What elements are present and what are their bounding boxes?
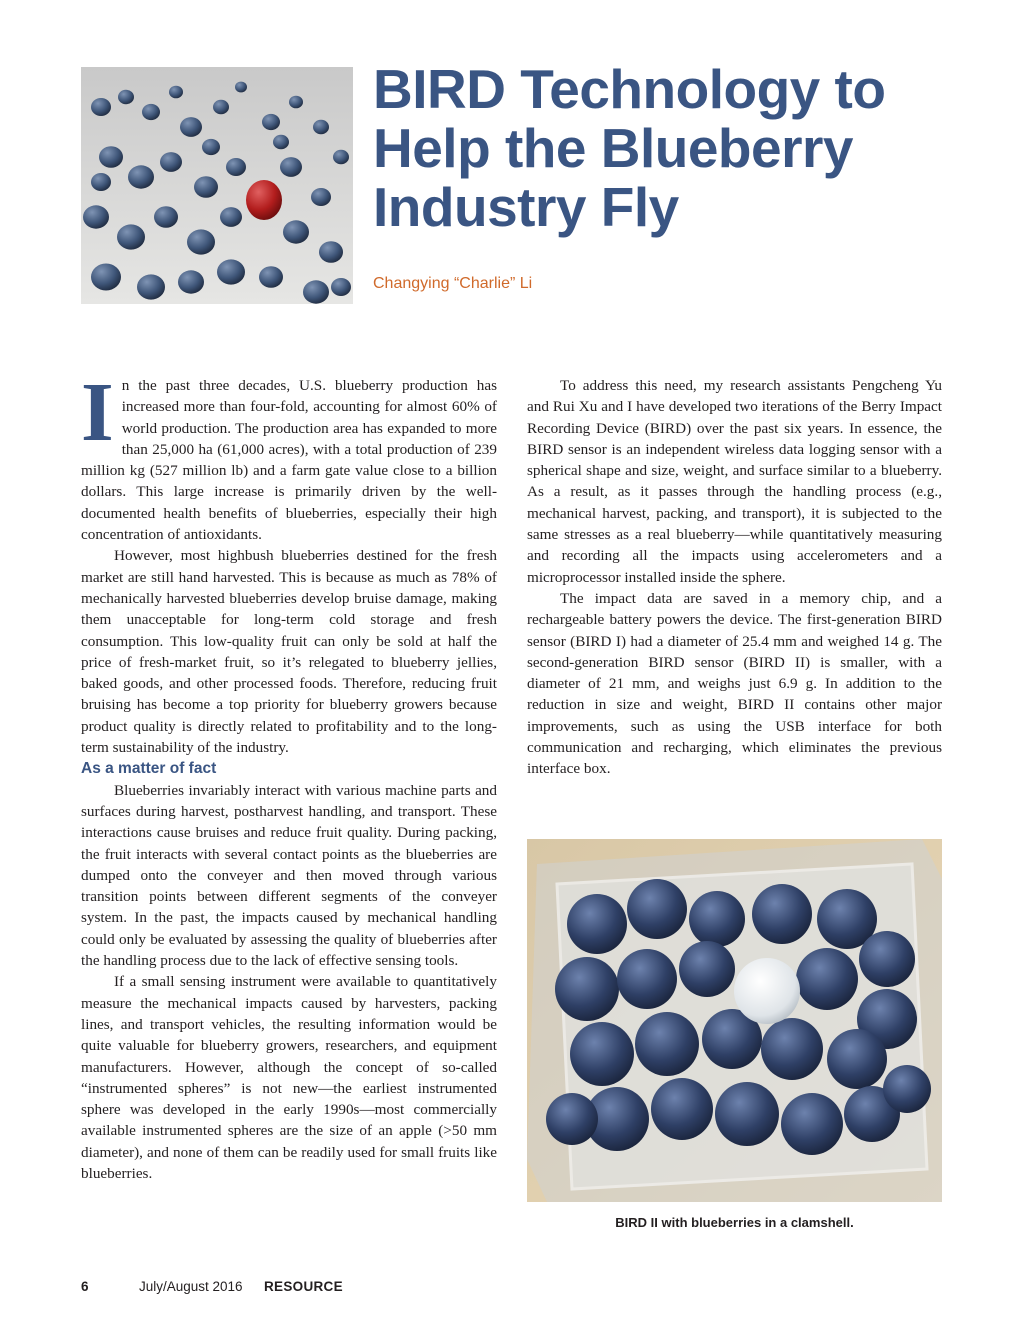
title-line-2: Help the Blueberry [373,117,854,179]
blueberry-shape [689,891,745,947]
blueberry-shape [319,241,343,263]
blueberry-shape [226,158,246,176]
blueberry-shape [859,931,915,987]
blueberry-shape [128,165,154,188]
intro-paragraph-text: n the past three decades, U.S. blueberry production has increased more than four-fold, accounting for almost 60% of world production. The production area has expanded to more than 25,000 ha (61,000 acres), with a total production of 239 million kg (527 million lb) and a farm gate value close to a billion dollars. This large increase is primarily driven by the well-documented health benefits of blueberries, especially their high concentration of antioxidants. [81,377,497,544]
blueberry-shape [280,157,302,177]
blueberry-shape [259,266,283,288]
blueberry-shape [289,96,303,109]
magazine-name: RESOURCE [264,1279,343,1294]
blueberry-shape [546,1093,598,1145]
blueberry-shape [117,224,145,249]
blueberry-shape [262,114,280,130]
blueberry-shape [827,1029,887,1089]
left-column [81,366,497,1184]
blueberry-shape [796,948,858,1010]
body-paragraph: Blueberries invariably interact with various machine parts and surfaces during harvest, postharvest handling, and transport. These interactions cause bruises and reduce fruit quality. During packing, the fruit interacts with several contact points as the blueberries are dumped onto the conveyer and then moved through various transition points between different segments of the conveyer system. In the past, the impacts caused by mechanical handling could only be evaluated by assessing the quality of blueberries after the handling process due to the lack of effective sensing tools. [81,781,497,970]
blueberry-shape [217,259,245,284]
blueberry-shape [213,100,229,114]
issue-date: July/August 2016 [139,1279,243,1294]
blueberry-shape [311,188,331,206]
blueberry-shape [160,152,182,172]
blueberry-shape [235,82,247,93]
bird-sensor-clamshell-photo [527,839,942,1202]
blueberry-shape [627,879,687,939]
blueberry-shape [273,135,289,149]
blueberry-shape [883,1065,931,1113]
blueberry-shape [570,1022,634,1086]
right-column [527,375,942,780]
blueberry-shape [178,270,204,293]
blueberry-shape [137,274,165,299]
blueberry-shape [187,229,215,254]
blueberry-shape [617,949,677,1009]
blueberry-shape [91,264,121,291]
blueberry-shape [283,220,309,243]
blueberry-shape [303,280,329,303]
blueberry-shape [555,957,619,1021]
blueberry-shape [567,894,627,954]
blueberry-shape [118,90,134,104]
blueberry-shape [169,86,183,99]
blueberry-shape [194,176,218,198]
blueberry-shape [761,1018,823,1080]
blueberry-shape [752,884,812,944]
page-number: 6 [81,1279,89,1294]
blueberry-shape [83,205,109,228]
blueberry-shape [202,139,220,155]
blueberry-shape [333,150,349,164]
blueberry-shape [142,104,160,120]
body-paragraph: To address this need, my research assistants Pengcheng Yu and Rui Xu and I have developed two iterations of the Berry Impact Recording Device (BIRD) over the past six years. In essence, the BIRD sensor is an independent wireless data logging sensor with a spherical shape and size, weight, and surface similar to a blueberry. As a result, as it passes through the handling process (e.g., mechanical harvest, packing, and transport), it is subjected to the same stresses as a real blueberry—while quantitatively measuring and recording all the impacts using accelerometers and a microprocessor installed inside the sphere. [527,377,942,586]
drop-cap: I [81,366,114,459]
blueberry-shape [180,117,202,137]
blueberries-conveyor-photo [81,67,353,304]
photo-caption: BIRD II with blueberries in a clamshell. [615,1215,854,1230]
author-byline: Changying “Charlie” Li [373,275,533,292]
body-paragraph: However, most highbush blueberries destined for the fresh market are still hand harvested. This is because as much as 78% of mechanically harvested blueberries develop bruise damage, making them unacceptable for long-term cold storage and fresh consumption. This low-quality fruit can only be sold at half the price of fresh-market fruit, so it’s relegated to blueberry jellies, baked goods, and other processed foods. Therefore, reducing fruit bruising has become a top priority for blueberry growers because product quality is directly related to profitability and to the long-term sustainability of the industry. [81,547,497,757]
section-subhead: As a matter of fact [81,760,217,778]
blueberry-shape [651,1078,713,1140]
blueberry-shape [715,1082,779,1146]
article-title [373,60,973,237]
blueberry-shape [679,941,735,997]
body-paragraph: If a small sensing instrument were available to quantitatively measure the mechanical impacts caused by harvesters, packing lines, and transport vehicles, the resulting information would be quite valuable for blueberry growers, researchers, and equipment manufacturers. However, although the concept of so-called “instrumented spheres” is not new—the earliest instrumented sphere was developed in the early 1990s—most commercially available instrumented spheres are the size of an apple (>50 mm diameter), and none of them can be readily used for small fruits like blueberries. [81,973,497,1182]
blueberry-shape [331,278,351,296]
title-line-3: Industry Fly [373,176,679,238]
blueberry-shape [99,146,123,168]
page-footer [81,1279,343,1294]
intro-paragraph [81,366,497,545]
title-line-1: BIRD Technology to [373,58,886,120]
blueberry-shape [91,173,111,191]
blueberry-shape [91,98,111,116]
body-paragraph: The impact data are saved in a memory chip, and a rechargeable battery powers the device. The first-generation BIRD sensor (BIRD I) had a diameter of 25.4 mm and weighed 14 g. The second-generation BIRD sensor (BIRD II) is smaller, with a diameter of 21 mm, and weighs just 6.9 g. In addition to the reduction in size and weight, BIRD II contains other major improvements, such as using the USB interface for both communication and recharging, which eliminates the previous interface box. [527,589,942,778]
blueberry-shape [220,207,242,227]
blueberry-shape [313,120,329,134]
blueberry-shape [781,1093,843,1155]
blueberry-shape [154,206,178,228]
blueberry-shape [635,1012,699,1076]
